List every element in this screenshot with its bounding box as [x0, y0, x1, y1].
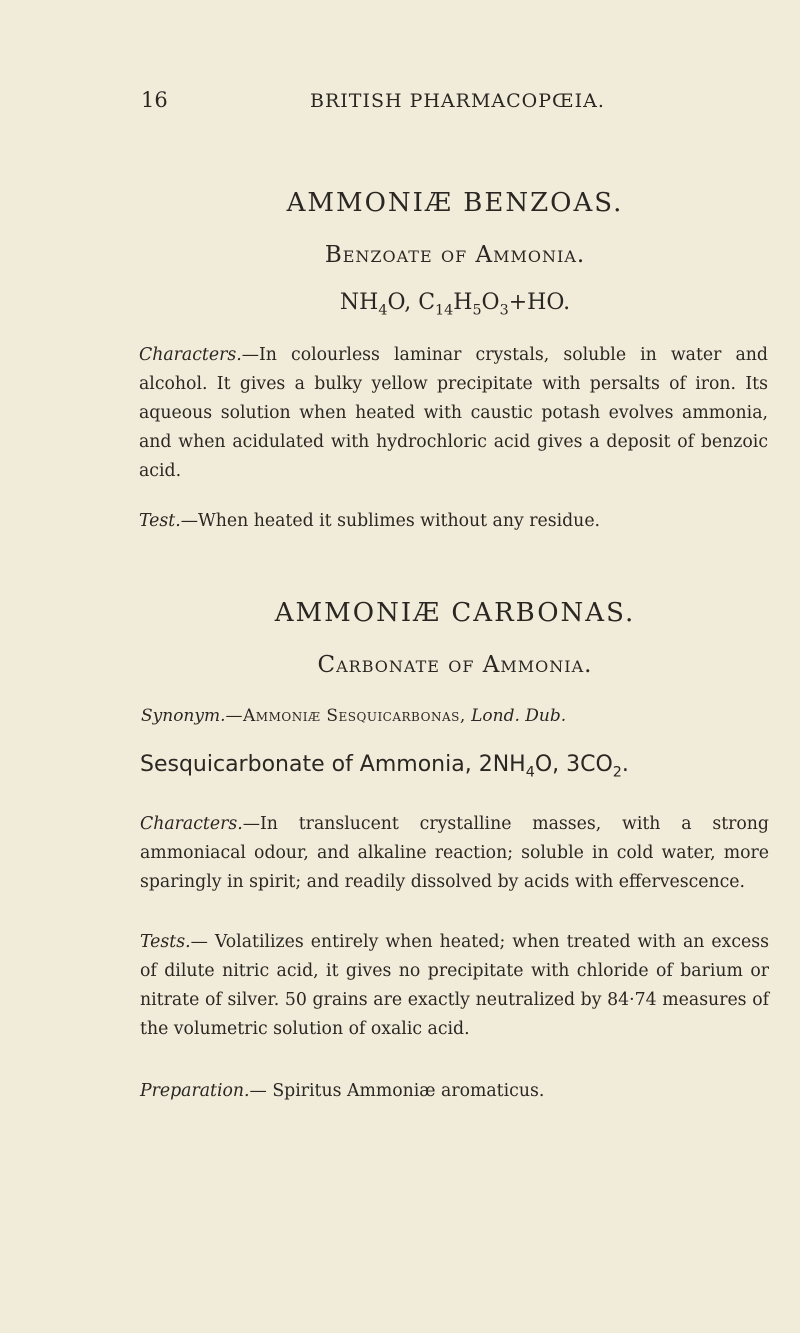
page-number: 16	[141, 88, 168, 112]
characters-label: Characters.	[139, 345, 242, 365]
carbonas-title: AMMONIÆ CARBONAS.	[274, 598, 636, 628]
page-header	[0, 88, 800, 118]
carbonas-tests	[140, 928, 769, 1044]
carbonas-characters	[140, 810, 769, 897]
preparation-label: Preparation.	[140, 1081, 250, 1101]
synonym-label: Synonym.	[141, 706, 226, 726]
test-label: Test.	[139, 511, 181, 531]
benzoas-formula: $NH_4O$, $C_{14}H_5O_3+HO$.	[339, 290, 571, 319]
characters-text: —In colourless laminar crystals, soluble in water and alcohol. It gives a bulky yellow precipitate with persalts of iron. Its aqueous solution when heated with caustic potash evolves ammonia, and when acidulated with hydrochloric acid gives a deposit of benzoic acid.	[139, 345, 768, 481]
carbonas-synonym	[141, 706, 770, 726]
carbonas-subtitle: Carbonate of Ammonia.	[317, 652, 593, 678]
benzoas-title: AMMONIÆ BENZOAS.	[286, 188, 624, 218]
characters-label: Characters.	[140, 814, 243, 834]
running-title: BRITISH PHARMACOPŒIA.	[310, 90, 605, 112]
test-text: —When heated it sublimes without any residue.	[180, 511, 601, 531]
tests-label: Tests.	[140, 932, 191, 952]
benzoas-subtitle: Benzoate of Ammonia.	[324, 242, 586, 268]
synonym-name: —Ammoniæ Sesquicarbonas,	[225, 706, 466, 726]
benzoas-characters	[139, 341, 768, 486]
synonym-source: Lond. Dub.	[471, 706, 567, 726]
preparation-text: — Spiritus Ammoniæ aromaticus.	[249, 1081, 545, 1101]
benzoas-test	[139, 507, 768, 536]
tests-text: — Volatilizes entirely when heated; when treated with an excess of dilute nitric acid, it gives no precipitate with chloride of barium or nitrate of silver. 50 grains are exactly neutralized by 84·74 measures of the volumetric solution of oxalic acid.	[140, 932, 769, 1039]
carbonas-formula: Sesquicarbonate of Ammonia, $2NH_4O$, $3CO_2$.	[140, 752, 629, 781]
carbonas-preparation	[140, 1077, 769, 1106]
characters-text: —In translucent crystalline masses, with a strong ammoniacal odour, and alkaline reaction; soluble in cold water, more sparingly in spirit; and readily dissolved by acids with effervescence.	[140, 814, 769, 892]
